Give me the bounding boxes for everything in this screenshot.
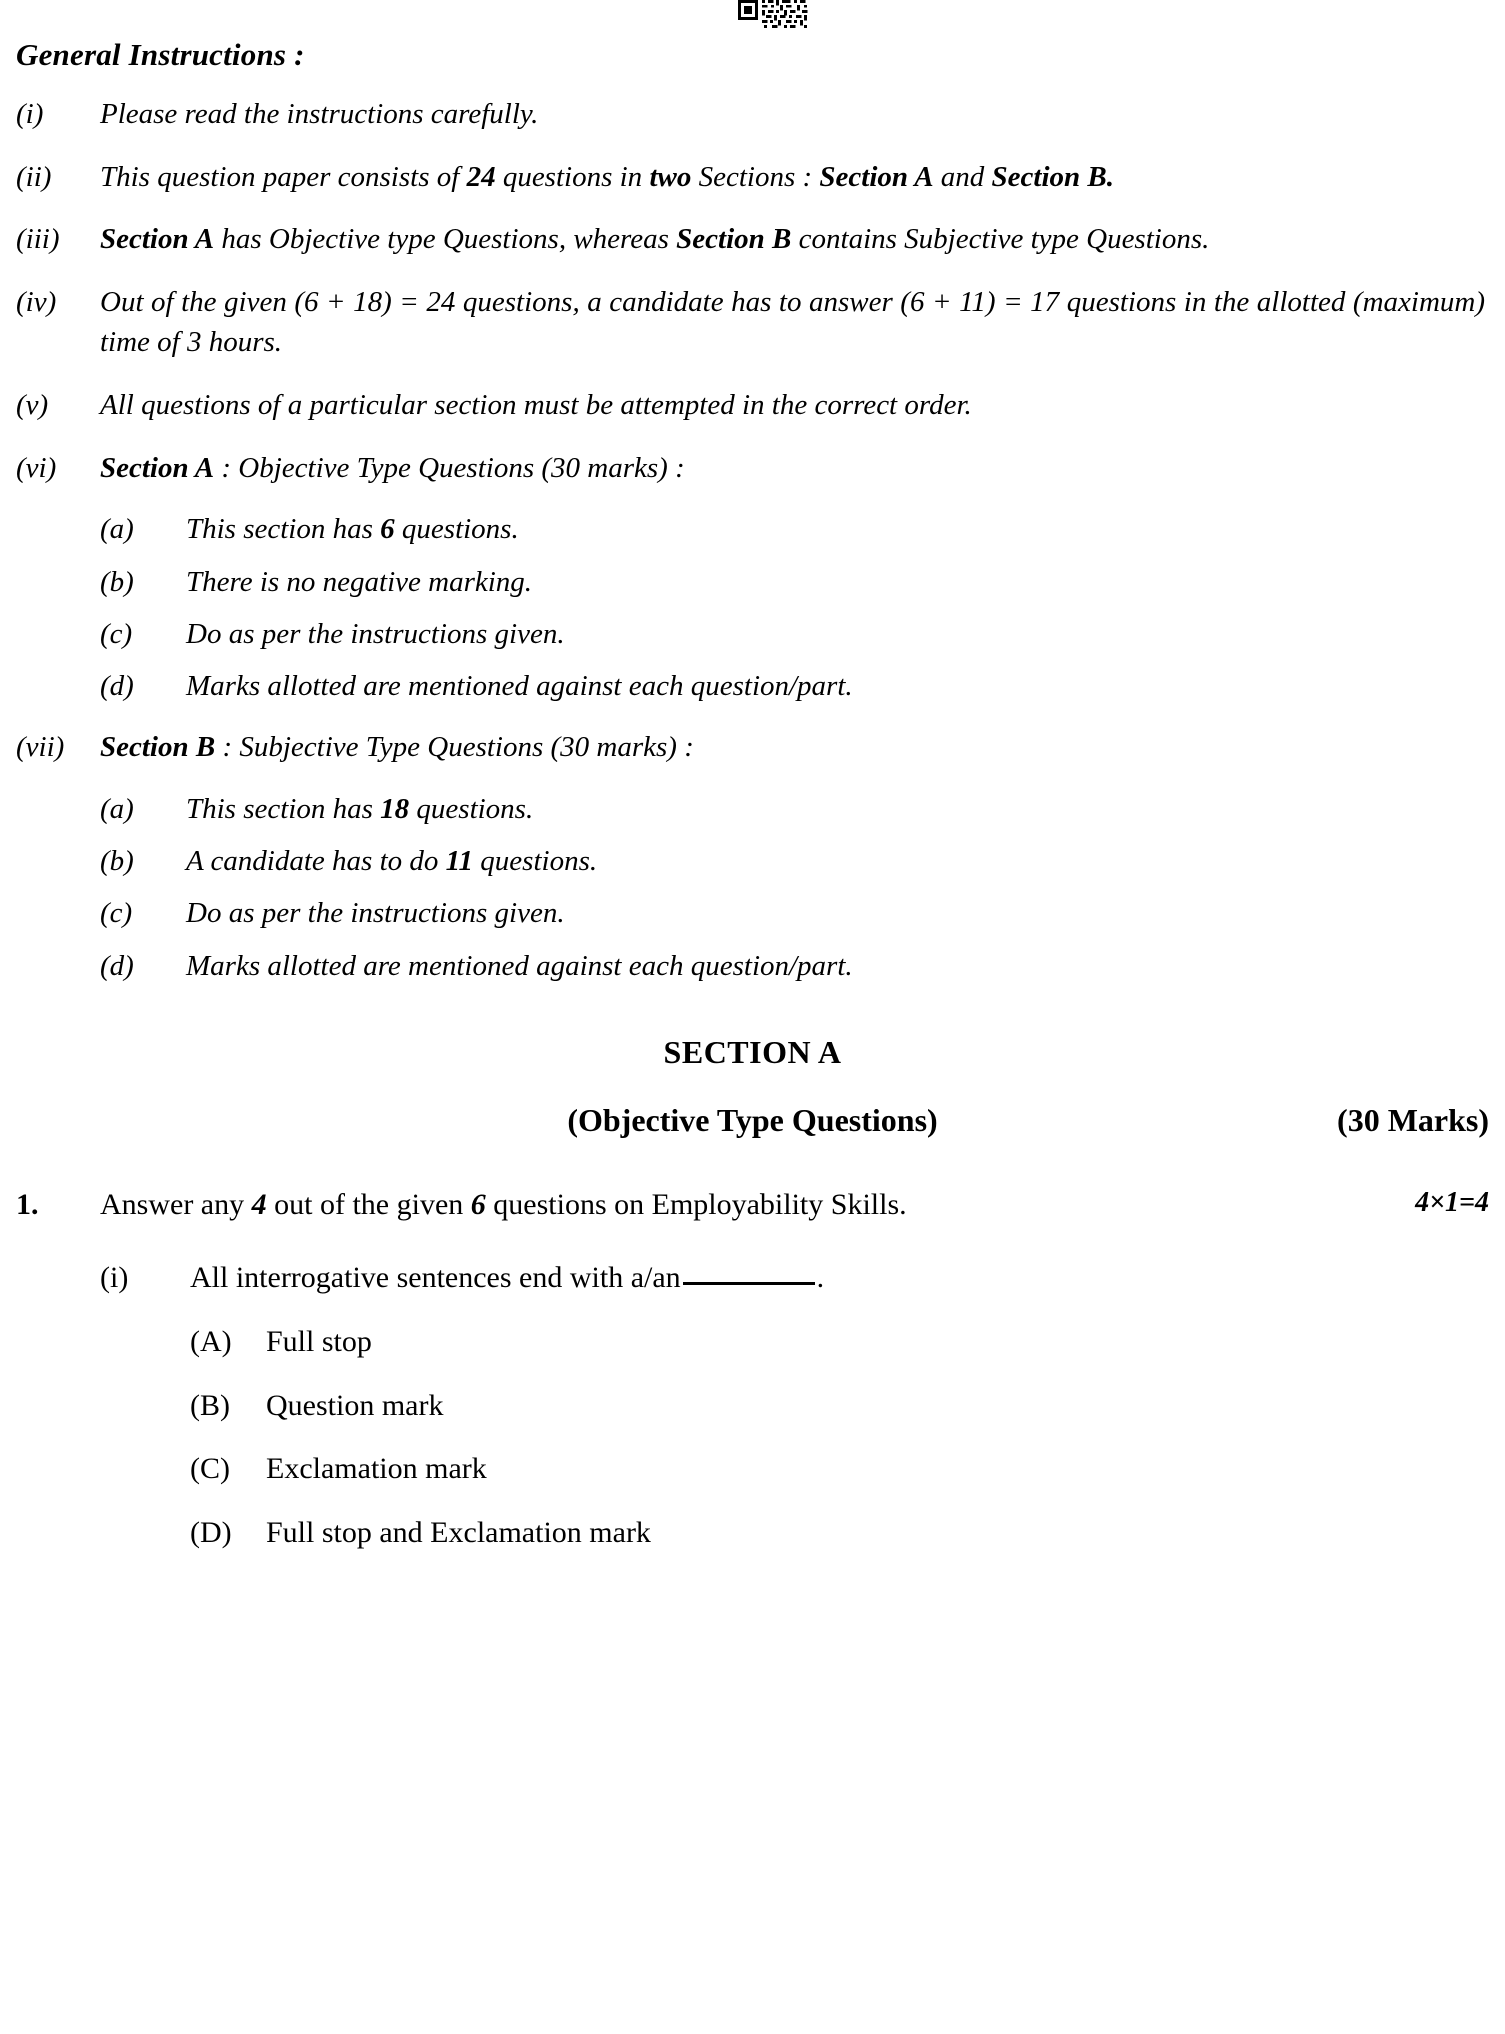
instruction-item-2-text [100,219,1489,260]
general-instructions-heading: General Instructions : [16,37,305,72]
instruction-item-5-subitem-2 [16,615,1489,653]
instruction-item-5-subitem-0-letter: (a) [100,513,134,546]
instruction-item-3-run-0: Out of the given (6 + 18) = 24 questions, a candidate has to answer (6 + 11) = 17 questions in the allotted (maximum) time of 3 hours. [100,285,1485,359]
instruction-item-1-run-3: two [649,160,692,193]
option-1-label: Question mark [266,1388,444,1422]
instruction-item-1-run-0: This question paper consists of [100,160,467,193]
section-a-subtitle-row [16,1101,1489,1143]
instruction-item-5-sublist [16,510,1489,705]
instruction-item-6-text [100,727,1489,768]
option-c[interactable] [16,1450,1489,1488]
instruction-item-1-text [100,157,1489,198]
instruction-item-6-subitem-0-letter: (a) [100,792,134,825]
qr-code [738,0,812,28]
instruction-item-1 [16,157,1489,198]
instruction-item-5-subitem-0-run-1: 6 [380,513,395,546]
question-1-text [100,1185,1489,1224]
instruction-item-5-subitem-2-text [186,615,1489,653]
answer-blank [683,1281,815,1285]
instruction-item-5-subitem-1-letter: (b) [100,565,134,598]
option-b[interactable] [16,1387,1489,1425]
instruction-item-4 [16,385,1489,426]
section-a-subtitle: (Objective Type Questions) [567,1102,938,1139]
instruction-item-1-run-1: 24 [466,160,496,193]
instruction-item-5-subitem-3-letter: (d) [100,670,134,703]
question-1-run-1: 4 [251,1188,267,1222]
question-1-sub-i [16,1258,1489,1297]
instruction-item-5-subitem-2-letter: (c) [100,617,133,650]
instruction-item-5-subitem-3-run-0: Marks allotted are mentioned against each question/part. [186,670,853,703]
question-1-sub-i-text [190,1258,1489,1297]
section-a-marks: (30 Marks) [1337,1102,1489,1139]
instruction-item-6-sublist [16,790,1489,985]
instruction-item-3-number: (iv) [16,285,57,318]
instruction-item-4-number: (v) [16,389,49,422]
instruction-item-5-subitem-0 [16,510,1489,548]
section-a-title: SECTION A [663,1033,842,1070]
instruction-item-6-subitem-2-text [186,894,1489,932]
question-1-sub-i-terminator: . [816,1261,825,1295]
question-1-number: 1. [16,1188,39,1222]
instruction-item-6-subitem-2 [16,894,1489,932]
page-content [16,38,1489,1551]
instruction-item-6-run-0: Section B [100,731,216,764]
instruction-item-6-subitem-1-letter: (b) [100,845,134,878]
instruction-item-1-run-7: Section B. [991,160,1115,193]
instruction-item-5-subitem-2-run-0: Do as per the instructions given. [186,617,565,650]
question-1-run-3: 6 [470,1188,486,1222]
instruction-item-6-subitem-1-run-2: questions. [473,845,598,878]
instruction-item-0 [16,94,1489,135]
instruction-item-4-run-0: All questions of a particular section must be attempted in the correct order. [100,389,972,422]
option-1-letter: (B) [190,1388,230,1422]
instruction-item-5-subitem-0-text [186,510,1489,548]
question-1-run-4: questions on Employability Skills. [485,1188,907,1222]
instruction-item-6-run-1: : Subjective Type Questions (30 marks) : [215,731,694,764]
instruction-item-1-number: (ii) [16,160,52,193]
instruction-item-6-subitem-3-letter: (d) [100,949,134,982]
instruction-item-5-text [100,448,1489,489]
instruction-item-6-subitem-0-run-2: questions. [409,792,534,825]
instruction-item-5-subitem-0-run-0: This section has [186,513,381,546]
instruction-item-3-text [100,282,1489,363]
instruction-item-6-subitem-0-text [186,790,1489,828]
instruction-item-6-subitem-0-run-0: This section has [186,792,381,825]
option-a[interactable] [16,1323,1489,1361]
instruction-item-6-subitem-0-run-1: 18 [380,792,410,825]
instruction-item-6-subitem-1-text [186,842,1489,880]
instruction-item-2-number: (iii) [16,223,60,256]
instruction-item-6-subitem-3-run-0: Marks allotted are mentioned against each question/part. [186,949,853,982]
instruction-item-2-run-2: Section B [676,223,792,256]
instruction-item-5 [16,448,1489,489]
instruction-item-1-run-5: Section A [819,160,934,193]
instruction-item-6-subitem-1-run-0: A candidate has to do [186,845,446,878]
question-1-sub-i-number: (i) [100,1261,129,1295]
option-3-letter: (D) [190,1515,232,1549]
option-0-label: Full stop [266,1325,372,1359]
general-instructions-list [16,94,1489,985]
question-1-row [16,1185,1489,1224]
instruction-item-1-run-4: Sections : [691,160,820,193]
instruction-item-0-number: (i) [16,98,44,131]
instruction-item-1-run-2: questions in [495,160,650,193]
instruction-item-5-subitem-1-run-0: There is no negative marking. [186,565,533,598]
instruction-item-0-run-0: Please read the instructions carefully. [100,98,539,131]
instruction-item-2-run-3: contains Subjective type Questions. [791,223,1210,256]
instruction-item-6-subitem-3 [16,947,1489,985]
question-1-options-list [16,1323,1489,1551]
option-2-letter: (C) [190,1452,230,1486]
question-1-run-2: out of the given [266,1188,471,1222]
instruction-item-5-subitem-1-text [186,563,1489,601]
question-1-run-0: Answer any [100,1188,252,1222]
question-1-marks: 4×1=4 [1415,1187,1489,1219]
instruction-item-6-subitem-2-letter: (c) [100,897,133,930]
instruction-item-6-number: (vii) [16,731,65,764]
instruction-item-2 [16,219,1489,260]
option-d[interactable] [16,1514,1489,1552]
instruction-item-6-subitem-1-run-1: 11 [445,845,474,878]
instruction-item-4-text [100,385,1489,426]
instruction-item-6-subitem-1 [16,842,1489,880]
option-0-letter: (A) [190,1325,232,1359]
instruction-item-6-subitem-2-run-0: Do as per the instructions given. [186,897,565,930]
instruction-item-1-run-6: and [933,160,992,193]
instruction-item-0-text [100,94,1489,135]
instruction-item-5-subitem-0-run-2: questions. [394,513,519,546]
option-3-label: Full stop and Exclamation mark [266,1515,651,1549]
instruction-item-5-number: (vi) [16,451,57,484]
instruction-item-5-subitem-1 [16,563,1489,601]
instruction-item-2-run-0: Section A [100,223,215,256]
option-2-label: Exclamation mark [266,1452,487,1486]
instruction-item-5-run-0: Section A [100,451,215,484]
instruction-item-6 [16,727,1489,768]
instruction-item-6-subitem-3-text [186,947,1489,985]
instruction-item-2-run-1: has Objective type Questions, whereas [214,223,677,256]
instruction-item-6-subitem-0 [16,790,1489,828]
instruction-item-5-subitem-3 [16,667,1489,705]
instruction-item-3 [16,282,1489,363]
instruction-item-5-subitem-3-text [186,667,1489,705]
instruction-item-5-run-1: : Objective Type Questions (30 marks) : [214,451,685,484]
question-1-sub-i-stem: All interrogative sentences end with a/an [190,1261,681,1295]
